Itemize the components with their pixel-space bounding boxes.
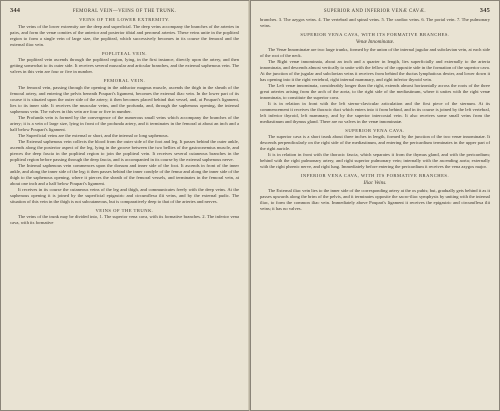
paragraph: The Superficial veins are the external or short, and the internal or long saphenous. <box>18 132 169 138</box>
right-page-number: 345 <box>479 7 490 14</box>
paragraph: The superior cava is a short trunk about three inches in length, formed by the junction of the two venæ innominatæ. It descends perpendicularly on the right side of the mediastinum, and entering the pericardium terminates in the upper part of the right auricle. <box>260 134 490 151</box>
paragraph: The popliteal vein ascends through the popliteal region, lying, in the first instance, directly upon the artery, and then getting somewhat to its outer side. It receives several muscular and articular branches, and the external saphenous vein. The valves in this vein are four or five in number. <box>10 57 239 74</box>
book-gutter <box>249 0 250 411</box>
left-running-head <box>10 7 239 14</box>
section-heading: SUPERIOR VENA CAVA. <box>345 127 405 133</box>
section-femoral-vein <box>10 78 239 205</box>
right-running-head <box>260 7 490 14</box>
section-heading: INFERIOR VENA CAVA, WITH ITS FORMATIVE BRANCHES. <box>300 173 450 178</box>
paragraph: The Internal saphenous vein commences upon the dorsum and inner side of the foot. It ascends in front of the inner ankle, and along the inner side of the leg; it then passes behind the inner condyle of the femur and along the inner side of the thigh to the saphenous opening, where it pierces the sheath of the femoral vessels, and terminates in the femoral vein, at about one inch and a half below Poupart's ligament. <box>10 162 239 186</box>
section-veins-of-trunk <box>10 208 239 227</box>
paragraph: The Venæ Innominatæ are two large trunks, formed by the union of the internal jugular and subclavian vein, at each side of the root of the neck. <box>260 46 490 58</box>
section-inferior-cava-branches <box>260 173 490 212</box>
paragraph: The Right venæ innominata, about an inch and a quarter in length, lies superficially and externally to the arteria innominata, and descends almost vertically to unite with the fellow of the opposite side in the formation of the superior cava. At the junction of the jugular and subclavian veins it receives from behind the ductus lymphaticus dexter, and lower down it has opening into it the right vertebral, right internal mammary, and right inferior thyroid vein. <box>260 58 490 82</box>
section-heading: FEMORAL VEIN. <box>103 78 146 83</box>
section-subheading: Venæ Innominatæ. <box>355 39 395 45</box>
paragraph: The External saphenous vein collects the blood from the outer side of the foot and leg. It passes behind the outer ankle, ascends along the posterior aspect of the leg, lying in the groove between the two bellies of the gastrocnemius muscle, and pierces the deep fascia in the popliteal region to join the popliteal vein. It receives several cutaneous branches in the popliteal region before passing through the deep fascia, and is accompanied in its course by the external saphenous nerve. <box>10 138 239 162</box>
section-heading: SUPERIOR VENA CAVA, WITH ITS FORMATIVE BRANCHES. <box>300 32 450 37</box>
paragraph: It is in relation in front with the thoracic fascia, which separates it from the thymus gland, and with the pericardium; behind with the right pulmonary artery, and right superior pulmonary vein; internally with the ascending aorta; externally with the right phrenic nerve, and right lung. Immediately before entering the pericardium it receives the vena azygos major. <box>260 152 490 169</box>
paragraph: The femoral vein, passing through the opening in the adductor magnus muscle, ascends the thigh in the sheath of the femoral artery, and entering the pelvis beneath Poupart's ligament, becomes the external iliac vein. In the lower part of its course it is situated upon the outer side of the artery; it then becomes placed behind that vessel, and, at Poupart's ligament, lies to its inner side. It receives the muscular veins, and the profunda, and, through the saphenous opening, the internal saphenous vein. The valves in this vein are four or five in number. <box>10 84 239 114</box>
paragraph: It is in relation in front with the left sterno-clavicular articulation and the first piece of the sternum. At its commencement it receives the thoracic duct which enters into it from behind, and in its course is joined by the left vertebral, left inferior thyroid, left mammary, and by the superior intercostal vein. It also receives some small veins from the mediastinum and thymus gland. There are no valves in the venæ innominatæ. <box>260 100 490 124</box>
section-heading: POPLITEAL VEIN. <box>101 50 147 56</box>
section-lower-extremity <box>10 17 239 48</box>
section-superior-cava-branches <box>260 32 490 125</box>
section-heading: VEINS OF THE TRUNK. <box>95 207 154 213</box>
right-running-title: SUPERIOR AND INFERIOR VENÆ CAVÆ. <box>323 9 426 14</box>
paragraph: The veins of the lower extremity are the deep and superficial. The deep veins accompany the branches of the arteries in pairs, and form the venæ comites of the anterior and posterior tibial and peroneal arteries. These veins unite in the popliteal region to form a single vein of large size, the popliteal, which successively becomes in its course the femoral and the external iliac vein. <box>10 23 239 47</box>
paragraph: The veins of the trunk may be divided into, 1. The superior vena cava, with its formative branches. 2. The inferior vena cava, with its formative <box>10 214 239 225</box>
continued-paragraph: branches. 3. The azygos veins. 4. The vertebral and spinal veins. 5. The cardiac veins. 6. The portal vein. 7. The pulmonary veins. <box>260 17 490 28</box>
paragraph: It receives in its course the cutaneous veins of the leg and thigh, and communicates freely with the deep veins. At the saphenous opening it is joined by the superficial epigastric and circumflexa ilii veins, and by the external pudic. The situation of this vein in the thigh is not subcutaneous, but is comparatively deep to that of the arteries and nerves. <box>10 186 239 204</box>
left-running-title: FEMORAL VEIN—VEINS OF THE TRUNK. <box>72 9 177 14</box>
left-page <box>1 1 249 410</box>
right-page <box>251 1 499 410</box>
section-subheading: Iliac Veins. <box>363 180 387 186</box>
paragraph: The Left venæ innominata, considerably longer than the right, extends almost horizontally across the roots of the three great arteries arising from the arch of the aorta, to the right side of the mediastinum, where it unites with the right venæ innominata, to constitute the superior cava. <box>260 82 490 100</box>
section-superior-vena-cava <box>260 128 490 171</box>
section-heading: VEINS OF THE LOWER EXTREMITY. <box>79 17 170 22</box>
section-popliteal-vein <box>10 51 239 76</box>
left-page-number: 344 <box>10 7 21 14</box>
paragraph: The Profunda vein is formed by the convergence of the numerous small veins which accompany the branches of the artery; it is a vein of large size, lying in front of the profunda artery, and it terminates in the femoral at about an inch and a half below Poupart's ligament. <box>10 114 239 132</box>
paragraph: The External iliac vein lies to the inner side of the corresponding artery at the os pubis; but, gradually gets behind it as it passes upwards along the brim of the pelvis, and it terminates opposite the sacro-iliac symphysis by uniting with the internal iliac, to form the common iliac vein. Immediately above Poupart's ligament it receives the epigastric and circumflexa ilii veins; it has no valves. <box>260 187 490 211</box>
